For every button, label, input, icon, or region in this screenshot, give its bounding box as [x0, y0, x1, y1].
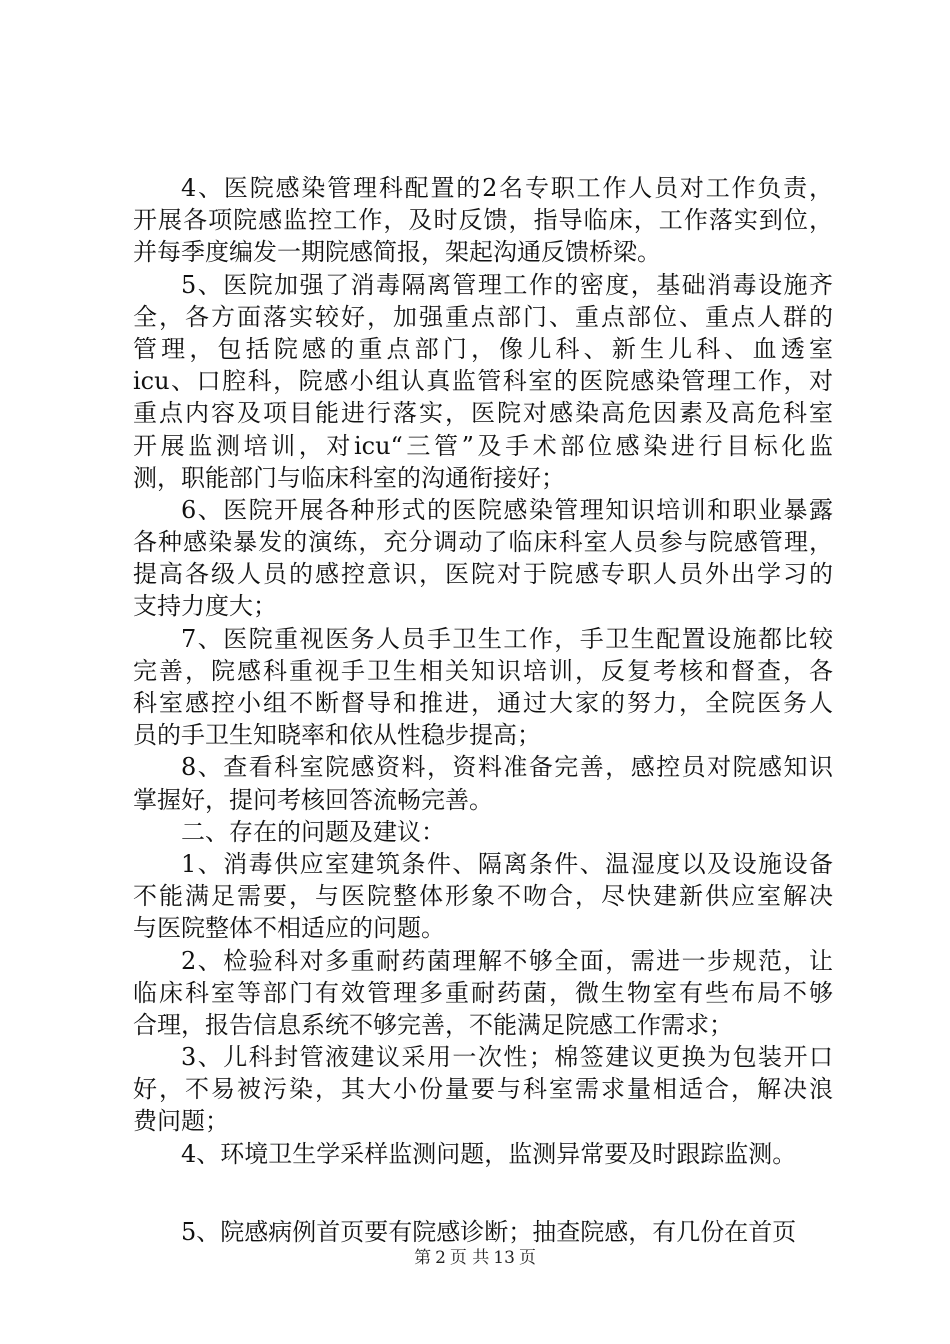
paragraph-item-8 [133, 751, 833, 815]
text-line: 各种感染暴发的演练，充分调动了临床科室人员参与院感管理， [133, 528, 833, 557]
problem-item-4 [133, 1138, 833, 1170]
text-line: 5、院感病例首页要有院感诊断；抽查院感，有几份在首页 [181, 1217, 797, 1246]
paragraph-item-5 [133, 269, 833, 494]
text-line: 4、医院感染管理科配置的2名专职工作人员对工作负责， [181, 174, 833, 202]
text-line: 并每季度编发一期院感简报，架起沟通反馈桥梁。 [133, 238, 661, 267]
document-body [133, 172, 833, 1248]
text-line: 合理，报告信息系统不够完善，不能满足院感工作需求； [133, 1010, 733, 1039]
text-line: 好，不易被污染，其大小份量要与科室需求量相适合，解决浪 [133, 1075, 833, 1104]
text-line: 管理，包括院感的重点部门，像儿科、新生儿科、血透室 [133, 334, 833, 363]
footer-prefix: 第 [414, 1248, 432, 1268]
text-line: 4、环境卫生学采样监测问题，监测异常要及时跟踪监测。 [181, 1139, 797, 1168]
page-footer [0, 1243, 950, 1268]
paragraph-item-7 [133, 623, 833, 752]
text-line: 开展各项院感监控工作，及时反馈，指导临床，工作落实到位， [133, 206, 833, 235]
paragraph-item-6 [133, 494, 833, 623]
text-line: 费问题； [133, 1107, 229, 1136]
text-line: 与医院整体不相适应的问题。 [133, 914, 445, 943]
paragraph-gap [133, 1170, 833, 1216]
text-line: 科室感控小组不断督导和推进，通过大家的努力，全院医务人 [133, 689, 833, 717]
text-line: 6、医院开展各种形式的医院感染管理知识培训和职业暴露 [181, 495, 833, 524]
current-page-number: 2 [435, 1248, 446, 1268]
total-pages-number: 13 [493, 1248, 515, 1268]
footer-mid: 页 共 [449, 1248, 490, 1268]
text-line: 5、医院加强了消毒隔离管理工作的密度，基础消毒设施齐 [181, 270, 833, 299]
section-heading-text: 二、存在的问题及建议： [181, 817, 445, 846]
paragraph-item-4 [133, 172, 833, 269]
problem-item-2 [133, 945, 833, 1042]
text-line: 支持力度大； [133, 592, 277, 621]
text-line: icu、口腔科，院感小组认真监管科室的医院感染管理工作，对 [133, 367, 833, 396]
text-line: 提高各级人员的感控意识，医院对于院感专职人员外出学习的 [133, 560, 833, 589]
text-line: 测，职能部门与临床科室的沟通衔接好； [133, 463, 565, 492]
footer-suffix: 页 [518, 1248, 536, 1268]
problem-item-1 [133, 848, 833, 945]
problem-item-3 [133, 1041, 833, 1138]
text-line: 员的手卫生知晓率和依从性稳步提高； [133, 721, 541, 750]
text-line: 8、查看科室院感资料，资料准备完善，感控员对院感知识 [181, 753, 833, 782]
text-line: 完善，院感科重视手卫生相关知识培训，反复考核和督查，各 [133, 656, 833, 685]
text-line: 不能满足需要，与医院整体形象不吻合，尽快建新供应室解决 [133, 882, 833, 911]
text-line: 2、检验科对多重耐药菌理解不够全面，需进一步规范，让 [181, 946, 833, 975]
section-heading [133, 816, 833, 848]
text-line: 重点内容及项目能进行落实，医院对感染高危因素及高危科室 [133, 399, 833, 428]
text-line: 7、医院重视医务人员手卫生工作，手卫生配置设施都比较 [181, 624, 833, 653]
text-line: 开展监测培训，对icu“三管”及手术部位感染进行目标化监 [133, 431, 833, 460]
text-line: 掌握好，提问考核回答流畅完善。 [133, 785, 493, 814]
text-line: 3、儿科封管液建议采用一次性；棉签建议更换为包装开口 [181, 1043, 833, 1072]
text-line: 临床科室等部门有效管理多重耐药菌，微生物室有些布局不够 [133, 978, 833, 1007]
text-line: 1、消毒供应室建筑条件、隔离条件、温湿度以及设施设备 [181, 849, 833, 878]
text-line: 全，各方面落实较好，加强重点部门、重点部位、重点人群的 [133, 302, 833, 331]
